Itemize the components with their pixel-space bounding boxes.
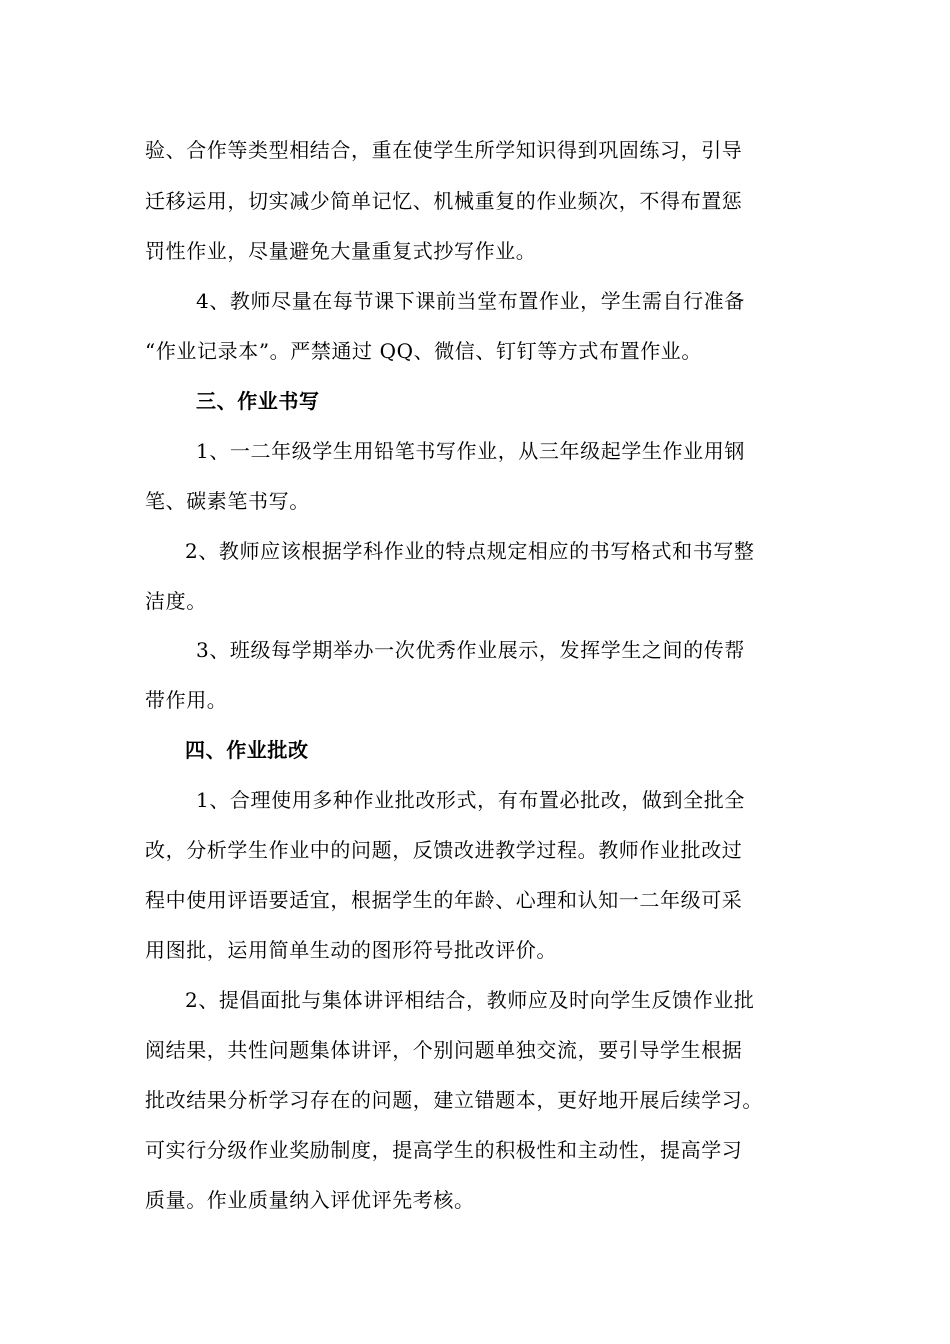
body-line: 迁移运用，切实减少简单记忆、机械重复的作业频次，不得布置惩 (145, 189, 743, 213)
body-line: 验、合作等类型相结合，重在使学生所学知识得到巩固练习，引导 (145, 138, 743, 162)
body-line: 笔、碳素笔书写。 (145, 489, 310, 513)
body-line: 程中使用评语要适宜，根据学生的年龄、心理和认知一二年级可采 (145, 888, 743, 912)
section-heading: 四、作业批改 (185, 738, 309, 762)
paragraph-line: 2、教师应该根据学科作业的特点规定相应的书写格式和书写整 (185, 539, 755, 563)
body-line: 可实行分级作业奖励制度，提高学生的积极性和主动性，提高学习 (145, 1138, 743, 1162)
paragraph-line: 1、一二年级学生用铅笔书写作业，从三年级起学生作业用钢 (196, 439, 745, 463)
body-line: 改，分析学生作业中的问题，反馈改进教学过程。教师作业批改过 (145, 838, 743, 862)
paragraph-line: 4、教师尽量在每节课下课前当堂布置作业，学生需自行准备 (196, 289, 745, 313)
body-line: “作业记录本”。严禁通过 QQ、微信、钉钉等方式布置作业。 (145, 339, 702, 363)
body-line: 用图批，运用简单生动的图形符号批改评价。 (145, 938, 557, 962)
body-line: 罚性作业，尽量避免大量重复式抄写作业。 (145, 239, 537, 263)
paragraph-line: 1、合理使用多种作业批改形式，有布置必批改，做到全批全 (196, 788, 745, 812)
paragraph-line: 2、提倡面批与集体讲评相结合，教师应及时向学生反馈作业批 (185, 988, 755, 1012)
body-line: 批改结果分析学习存在的问题，建立错题本，更好地开展后续学习。 (145, 1088, 763, 1112)
body-line: 阅结果，共性问题集体讲评，个别问题单独交流，要引导学生根据 (145, 1038, 743, 1062)
paragraph-line: 3、班级每学期举办一次优秀作业展示，发挥学生之间的传帮 (196, 638, 745, 662)
body-line: 洁度。 (145, 589, 207, 613)
body-line: 质量。作业质量纳入评优评先考核。 (145, 1188, 475, 1212)
body-line: 带作用。 (145, 688, 228, 712)
section-heading: 三、作业书写 (196, 389, 320, 413)
